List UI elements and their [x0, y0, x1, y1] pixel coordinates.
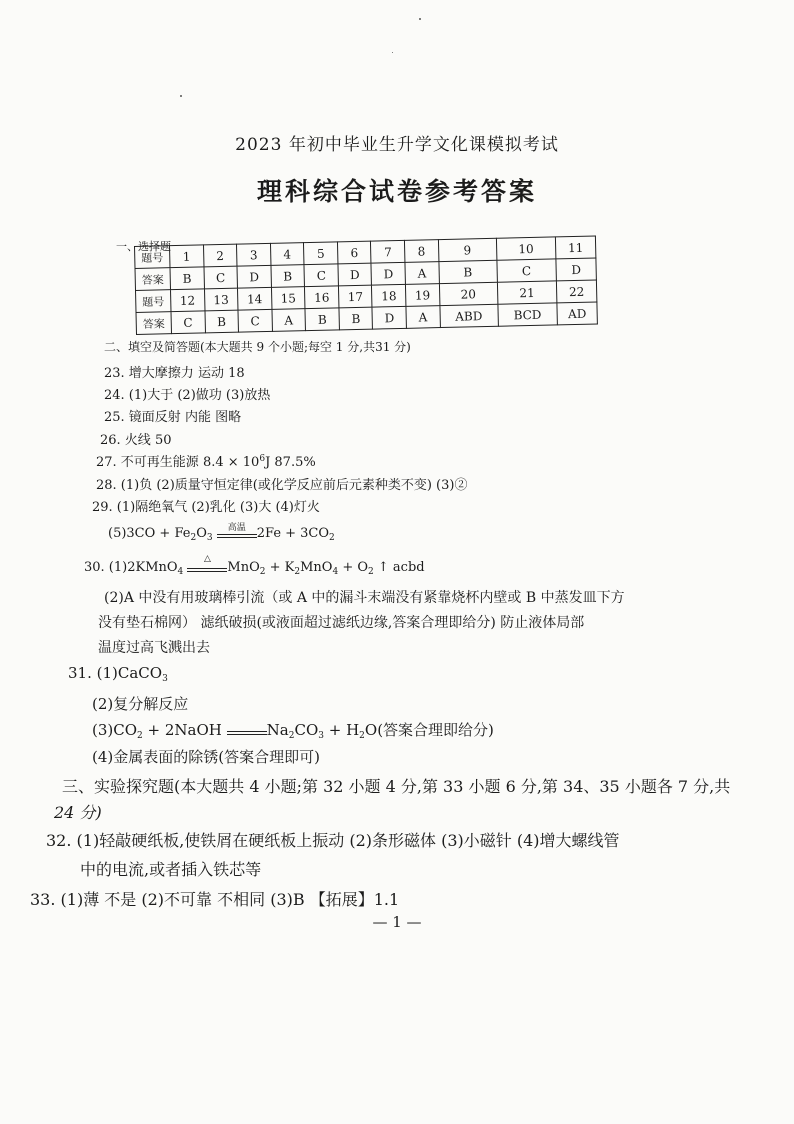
table-cell: C — [304, 264, 338, 287]
equation-text: + O — [338, 560, 369, 575]
table-cell: 18 — [372, 284, 406, 307]
table-cell: D — [556, 258, 596, 281]
table-cell: 10 — [496, 237, 556, 260]
equation-text: 30. (1)2KMnO — [84, 560, 178, 575]
answer-31-2: (2)复分解反应 — [92, 695, 189, 713]
answer-26: 26. 火线 50 — [100, 433, 172, 448]
equation-text: (5)3CO + Fe — [108, 526, 191, 541]
equation-text: ↑ acbd — [373, 560, 425, 575]
section2-label: 二、填空及简答题(本大题共 9 个小题;每空 1 分,共31 分) — [104, 340, 411, 354]
exponent: 6 — [259, 454, 266, 464]
table-cell: 5 — [304, 242, 338, 265]
table-cell: 22 — [557, 280, 597, 303]
table-cell: 3 — [237, 243, 271, 266]
equation-text: + 2NaOH — [142, 721, 222, 739]
section3-label: 三、实验探究题(本大题共 4 小题;第 32 小题 4 分,第 33 小题 6 分,第 34、35 小题各 7 分,共 — [62, 777, 731, 796]
answer-29: 29. (1)隔绝氧气 (2)乳化 (3)大 (4)灯火 — [92, 500, 320, 515]
table-cell: 16 — [305, 286, 339, 309]
table-cell: D — [371, 262, 405, 285]
table-cell: 12 — [171, 289, 205, 312]
answer-30-2-line2: 没有垫石棉网） 滤纸破损(或液面超过滤纸边缘,答案合理即给分) 防止液体局部 — [98, 615, 585, 631]
equals-sign — [187, 553, 227, 574]
answer-31-1-text: 31. (1)CaCO — [68, 664, 163, 682]
table-cell: 13 — [204, 288, 238, 311]
row-header-answer: 答案 — [136, 312, 171, 335]
answer-key-title: 理科综合试卷参考答案 — [256, 177, 537, 206]
table-cell: 7 — [371, 240, 405, 263]
equation-text: + H — [323, 721, 360, 739]
row-header-number: 题号 — [136, 290, 171, 313]
section3-label-cont: 24 分) — [54, 803, 102, 822]
table-cell: 2 — [203, 244, 237, 267]
answer-27-tail: J 87.5% — [265, 455, 316, 470]
table-cell: 21 — [497, 281, 557, 304]
answer-33: 33. (1)薄 不是 (2)不可靠 不相同 (3)B 【拓展】1.1 — [30, 890, 400, 909]
table-cell: C — [204, 266, 238, 289]
table-cell: ABD — [440, 304, 498, 327]
equation-text: (3)CO — [92, 721, 138, 739]
answer-30-1-equation: 30. (1)2KMnO$_4$ △ $MnO_2 + K_2MnO_4 + O_2$ ↑ acbd — [84, 553, 425, 577]
answer-28: 28. (1)负 (2)质量守恒定律(或化学反应前后元素种类不变) (3)② — [96, 478, 468, 493]
table-cell: 4 — [270, 243, 304, 266]
table-cell: C — [497, 259, 557, 282]
answer-31-3-equation: $(3)CO_2$ + 2NaOH $Na_2CO_3 + H_2O$(答案合理即给分) — [92, 721, 494, 741]
table-cell: 6 — [337, 241, 371, 264]
table-cell: D — [338, 263, 372, 286]
table-cell: B — [271, 265, 305, 288]
answer-25: 25. 镜面反射 内能 图略 — [104, 410, 242, 425]
table-cell: B — [170, 267, 204, 290]
answer-31-1: 31. (1)CaCO$_3$ — [68, 664, 168, 684]
table-cell: 15 — [271, 287, 305, 310]
table-cell: 8 — [404, 240, 438, 263]
table-cell: 9 — [438, 238, 496, 261]
answer-30-2-line3: 温度过高飞溅出去 — [98, 640, 210, 656]
row-header-number: 题号 — [135, 246, 170, 269]
section1-label: 一、选择题 — [116, 240, 171, 253]
answer-31-4: (4)金属表面的除锈(答案合理即可) — [92, 748, 320, 766]
table-cell: 19 — [405, 284, 439, 307]
exam-title: 2023 年初中毕业生升学文化课模拟考试 — [235, 135, 559, 155]
answer-32-line1: 32. (1)轻敲硬纸板,使铁屑在硬纸板上振动 (2)条形磁体 (3)小磁针 (4)增大螺线管 — [46, 831, 620, 850]
answer-32-line2: 中的电流,或者插入铁芯等 — [80, 860, 262, 879]
table-cell: B — [339, 307, 373, 330]
equation-text: O(答案合理即给分) — [364, 721, 494, 739]
table-cell: 17 — [338, 285, 372, 308]
table-cell: 20 — [439, 282, 497, 305]
table-cell: 11 — [556, 236, 596, 259]
table-cell: A — [272, 309, 306, 332]
choice-answer-table — [134, 236, 598, 335]
table-cell: A — [406, 306, 440, 329]
table-cell: AD — [557, 302, 597, 325]
answer-30-2-line1: (2)A 中没有用玻璃棒引流（或 A 中的漏斗末端没有紧靠烧杯内壁或 B 中蒸发皿下方 — [104, 590, 625, 606]
answer-23: 23. 增大摩擦力 运动 18 — [104, 366, 245, 381]
table-cell: C — [238, 309, 272, 332]
scan-speck — [419, 18, 421, 20]
table-cell: 1 — [170, 245, 204, 268]
table-cell: D — [237, 265, 271, 288]
equation-text: CO — [294, 721, 319, 739]
equation-text: 2Fe + 3CO — [256, 526, 330, 541]
equals-sign — [227, 725, 267, 737]
answer-27-text: 27. 不可再生能源 8.4 × 10 — [96, 455, 260, 470]
table-cell: D — [372, 306, 406, 329]
answer-27 — [96, 451, 316, 470]
reaction-condition: △ — [203, 553, 211, 564]
row-header-answer: 答案 — [135, 268, 170, 291]
scan-speck — [180, 95, 182, 97]
answer-24: 24. (1)大于 (2)做功 (3)放热 — [104, 388, 271, 403]
table-cell: B — [439, 260, 497, 283]
answer-29-5-equation: $(5)3CO + Fe_2O_3$ 高温 $2Fe + 3CO_2$ — [108, 526, 335, 543]
equals-sign — [217, 522, 257, 540]
table-cell: A — [405, 262, 439, 285]
table-cell: C — [171, 311, 205, 334]
table-cell: B — [205, 310, 239, 333]
equation-text: MnO — [227, 560, 260, 575]
table-cell: B — [305, 308, 339, 331]
equation-text: + K — [265, 560, 295, 575]
page-number: — 1 — — [372, 913, 422, 931]
equation-text: Na — [266, 721, 289, 739]
table-cell: BCD — [498, 303, 558, 326]
scan-speck — [392, 52, 393, 53]
reaction-condition: 高温 — [227, 522, 246, 533]
equation-text: MnO — [300, 560, 333, 575]
table-cell: 14 — [238, 287, 272, 310]
